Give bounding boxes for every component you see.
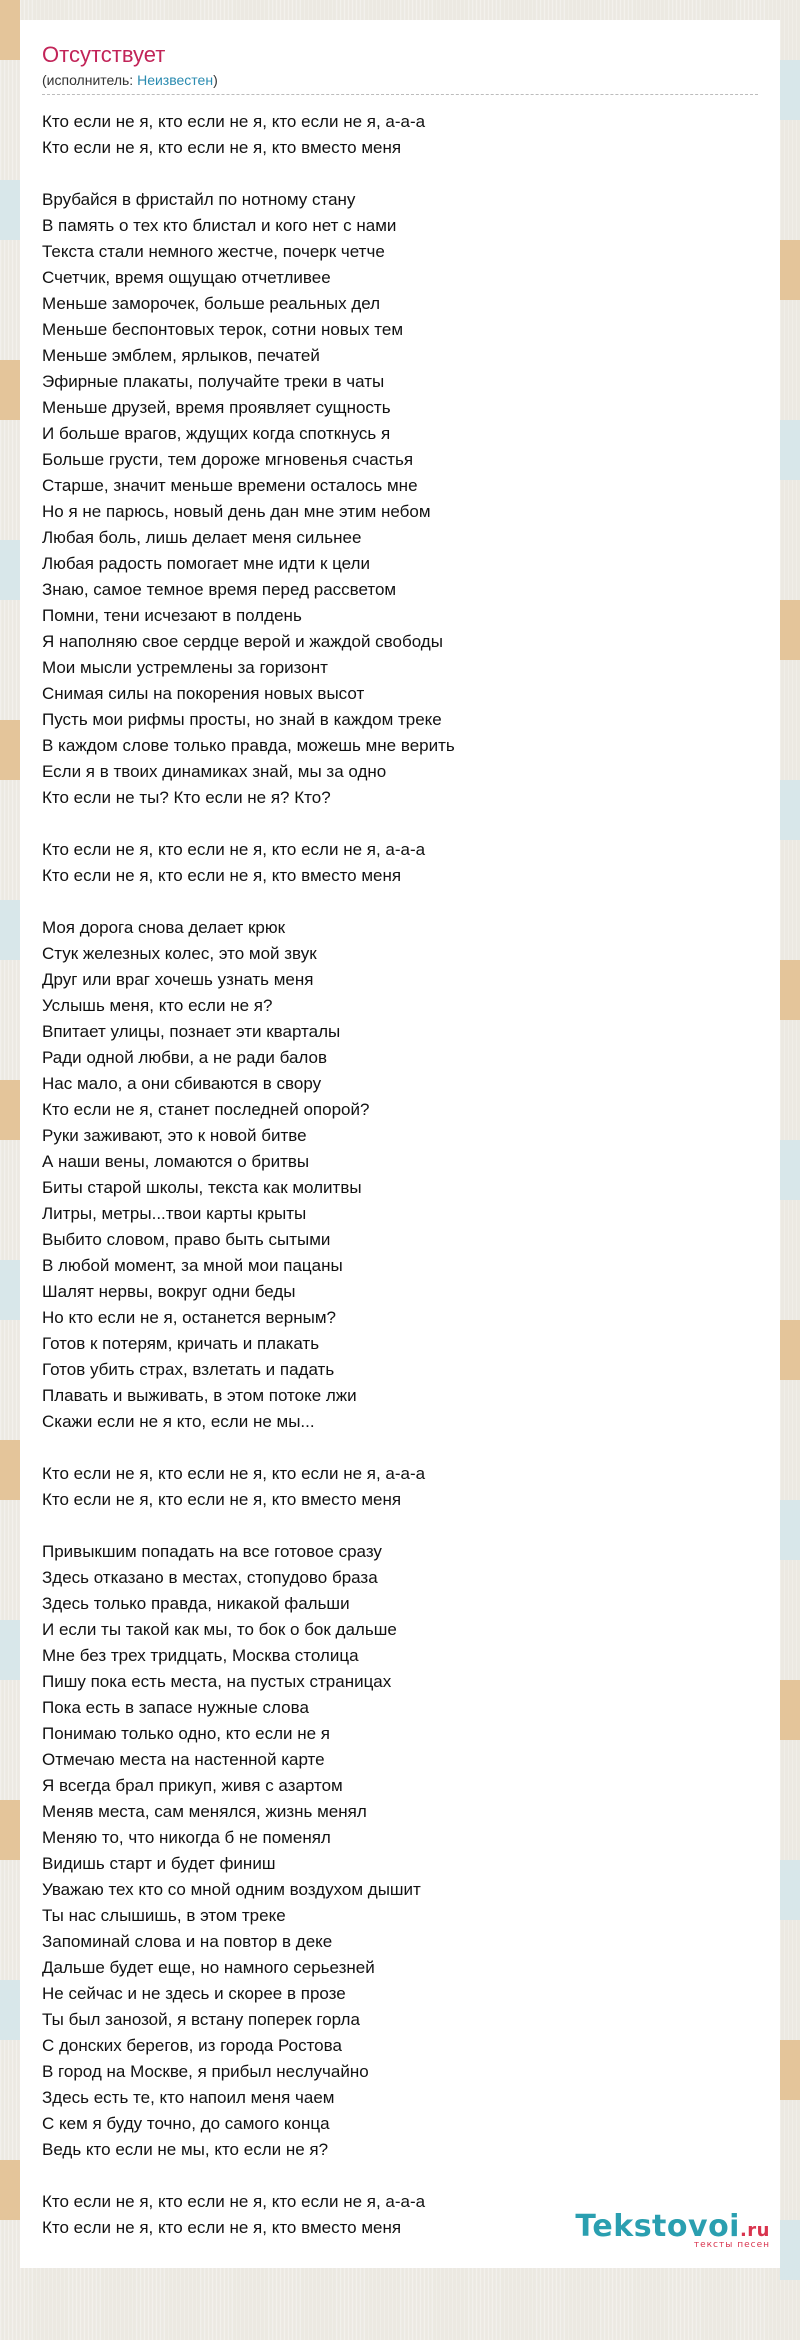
logo-tld: .ru xyxy=(739,2220,770,2241)
artist-prefix: (исполнитель: xyxy=(42,72,138,88)
strip-band xyxy=(0,2100,20,2160)
strip-band xyxy=(780,2100,800,2160)
strip-band xyxy=(780,1140,800,1200)
strip-band xyxy=(780,960,800,1020)
strip-band xyxy=(0,1080,20,1140)
lyric-line: Дальше будет еще, но намного серьезней xyxy=(42,1958,375,1977)
lyric-line: Руки заживают, это к новой битве xyxy=(42,1126,307,1145)
strip-band xyxy=(780,480,800,540)
lyric-line: С донских берегов, из города Ростова xyxy=(42,2036,342,2055)
strip-band xyxy=(0,2160,20,2220)
lyric-line: Мне без трех тридцать, Москва столица xyxy=(42,1646,359,1665)
lyrics-stanza xyxy=(42,1461,758,1513)
strip-band xyxy=(0,720,20,780)
logo-tagline: тексты песен xyxy=(693,2240,770,2250)
left-decorative-strip xyxy=(0,0,20,2288)
strip-band xyxy=(0,600,20,660)
strip-band xyxy=(0,1500,20,1560)
lyric-line: Здесь только правда, никакой фальши xyxy=(42,1594,350,1613)
strip-band xyxy=(0,300,20,360)
lyric-line: Пусть мои рифмы просты, но знай в каждом треке xyxy=(42,710,442,729)
lyrics-stanza xyxy=(42,837,758,889)
artist-line xyxy=(42,72,758,95)
lyric-line: Кто если не я, кто если не я, кто если не я, а-а-а xyxy=(42,112,426,131)
lyric-line: Помни, тени исчезают в полдень xyxy=(42,606,302,625)
lyric-line: Врубайся в фристайл по нотному стану xyxy=(42,190,356,209)
strip-band xyxy=(780,120,800,180)
strip-band xyxy=(0,1980,20,2040)
lyrics-stanza xyxy=(42,915,758,1435)
right-decorative-strip xyxy=(780,0,800,2288)
lyric-line: Меньше эмблем, ярлыков, печатей xyxy=(42,346,320,365)
strip-band xyxy=(0,120,20,180)
artist-suffix: ) xyxy=(213,72,218,88)
strip-band xyxy=(780,180,800,240)
lyric-line: Счетчик, время ощущаю отчетливее xyxy=(42,268,331,287)
strip-band xyxy=(780,1440,800,1500)
strip-band xyxy=(0,900,20,960)
lyric-line: Видишь старт и будет финиш xyxy=(42,1854,276,1873)
lyric-line: В город на Москве, я прибыл неслучайно xyxy=(42,2062,369,2081)
lyrics-card xyxy=(20,20,780,2268)
strip-band xyxy=(780,1260,800,1320)
strip-band xyxy=(0,420,20,480)
strip-band xyxy=(0,1200,20,1260)
strip-band xyxy=(780,1200,800,1260)
lyric-line: Друг или враг хочешь узнать меня xyxy=(42,970,314,989)
site-logo[interactable] xyxy=(575,2209,770,2250)
lyric-line: Ты нас слышишь, в этом треке xyxy=(42,1906,286,1925)
artist-link[interactable]: Неизвестен xyxy=(137,72,214,88)
strip-band xyxy=(780,1680,800,1740)
logo-name: Tekstovoi xyxy=(575,2209,740,2244)
strip-band xyxy=(780,1020,800,1080)
lyric-line: Если я в твоих динамиках знай, мы за одно xyxy=(42,762,387,781)
lyric-line: Кто если не я, станет последней опорой? xyxy=(42,1100,370,1119)
strip-band xyxy=(0,1920,20,1980)
strip-band xyxy=(0,840,20,900)
logo-wordmark xyxy=(575,2209,770,2244)
strip-band xyxy=(780,840,800,900)
strip-band xyxy=(780,1740,800,1800)
strip-band xyxy=(0,540,20,600)
lyric-line: Впитает улицы, познает эти кварталы xyxy=(42,1022,341,1041)
strip-band xyxy=(780,1620,800,1680)
lyric-line: Знаю, самое темное время перед рассветом xyxy=(42,580,397,599)
strip-band xyxy=(780,900,800,960)
lyric-line: Больше грусти, тем дороже мгновенья счастья xyxy=(42,450,414,469)
lyric-line: Плавать и выживать, в этом потоке лжи xyxy=(42,1386,357,1405)
strip-band xyxy=(780,60,800,120)
strip-band xyxy=(780,1500,800,1560)
lyric-line: Нас мало, а они сбиваются в свору xyxy=(42,1074,322,1093)
lyric-line: Меняю то, что никогда б не поменял xyxy=(42,1828,331,1847)
strip-band xyxy=(780,240,800,300)
lyric-line: Любая боль, лишь делает меня сильнее xyxy=(42,528,362,547)
strip-band xyxy=(780,2040,800,2100)
lyrics-stanza xyxy=(42,109,758,161)
lyric-line: Биты старой школы, текста как молитвы xyxy=(42,1178,362,1197)
strip-band xyxy=(0,1380,20,1440)
lyric-line: Готов к потерям, кричать и плакать xyxy=(42,1334,320,1353)
lyric-line: Эфирные плакаты, получайте треки в чаты xyxy=(42,372,385,391)
lyric-line: Кто если не я, кто если не я, кто вместо меня xyxy=(42,1490,402,1509)
strip-band xyxy=(780,1980,800,2040)
strip-band xyxy=(0,2280,20,2340)
lyric-line: Понимаю только одно, кто если не я xyxy=(42,1724,330,1743)
lyric-line: Текста стали немного жестче, почерк четче xyxy=(42,242,385,261)
lyric-line: Ведь кто если не мы, кто если не я? xyxy=(42,2140,329,2159)
lyric-line: Кто если не я, кто если не я, кто вместо меня xyxy=(42,138,402,157)
song-title: Отсутствует xyxy=(42,42,166,67)
strip-band xyxy=(0,2220,20,2280)
strip-band xyxy=(0,1560,20,1620)
strip-band xyxy=(780,2160,800,2220)
strip-band xyxy=(780,540,800,600)
strip-band xyxy=(0,1320,20,1380)
strip-band xyxy=(0,660,20,720)
strip-band xyxy=(0,1140,20,1200)
lyric-line: Кто если не я, кто если не я, кто если не я, а-а-а xyxy=(42,1464,426,1483)
lyric-line: Я всегда брал прикуп, живя с азартом xyxy=(42,1776,343,1795)
strip-band xyxy=(0,2040,20,2100)
lyric-line: Стук железных колес, это мой звук xyxy=(42,944,317,963)
lyric-line: Ради одной любви, а не ради балов xyxy=(42,1048,327,1067)
lyric-line: Старше, значит меньше времени осталось мне xyxy=(42,476,418,495)
strip-band xyxy=(780,420,800,480)
strip-band xyxy=(780,1080,800,1140)
lyric-line: А наши вены, ломаются о бритвы xyxy=(42,1152,310,1171)
lyric-line: И больше врагов, ждущих когда споткнусь я xyxy=(42,424,391,443)
strip-band xyxy=(0,1860,20,1920)
lyric-line: Выбито словом, право быть сытыми xyxy=(42,1230,331,1249)
lyric-line: Готов убить страх, взлетать и падать xyxy=(42,1360,335,1379)
lyric-line: Я наполняю свое сердце верой и жаждой свободы xyxy=(42,632,443,651)
lyric-line: Меньше друзей, время проявляет сущность xyxy=(42,398,391,417)
strip-band xyxy=(780,1560,800,1620)
lyric-line: И если ты такой как мы, то бок о бок дальше xyxy=(42,1620,397,1639)
strip-band xyxy=(0,180,20,240)
strip-band xyxy=(780,780,800,840)
lyric-line: Мои мысли устремлены за горизонт xyxy=(42,658,328,677)
strip-band xyxy=(780,720,800,780)
strip-band xyxy=(0,1620,20,1680)
strip-band xyxy=(780,600,800,660)
lyric-line: Кто если не я, кто если не я, кто если не я, а-а-а xyxy=(42,840,426,859)
lyrics-stanza xyxy=(42,187,758,811)
strip-band xyxy=(0,0,20,60)
strip-band xyxy=(0,1740,20,1800)
lyric-line: Скажи если не я кто, если не мы... xyxy=(42,1412,315,1431)
lyrics-stanza xyxy=(42,1539,758,2163)
lyric-line: Шалят нервы, вокруг одни беды xyxy=(42,1282,296,1301)
lyric-line: В любой момент, за мной мои пацаны xyxy=(42,1256,343,1275)
strip-band xyxy=(780,2220,800,2280)
strip-band xyxy=(0,960,20,1020)
strip-band xyxy=(780,1380,800,1440)
strip-band xyxy=(780,300,800,360)
lyric-line: Меньше заморочек, больше реальных дел xyxy=(42,294,381,313)
lyric-line: Кто если не ты? Кто если не я? Кто? xyxy=(42,788,331,807)
lyric-line: Любая радость помогает мне идти к цели xyxy=(42,554,370,573)
strip-band xyxy=(0,360,20,420)
lyric-line: Услышь меня, кто если не я? xyxy=(42,996,273,1015)
lyric-line: Здесь есть те, кто напоил меня чаем xyxy=(42,2088,335,2107)
lyric-line: Привыкшим попадать на все готовое сразу xyxy=(42,1542,382,1561)
strip-band xyxy=(0,480,20,540)
strip-band xyxy=(780,1320,800,1380)
strip-band xyxy=(0,1680,20,1740)
strip-band xyxy=(780,1860,800,1920)
strip-band xyxy=(0,780,20,840)
strip-band xyxy=(780,1920,800,1980)
lyric-line: Моя дорога снова делает крюк xyxy=(42,918,286,937)
lyric-line: Меняв места, сам менялся, жизнь менял xyxy=(42,1802,367,1821)
strip-band xyxy=(0,1800,20,1860)
strip-band xyxy=(0,240,20,300)
lyric-line: Пишу пока есть места, на пустых страницах xyxy=(42,1672,392,1691)
lyric-line: Кто если не я, кто если не я, кто вместо меня xyxy=(42,2218,402,2237)
lyric-line: В память о тех кто блистал и кого нет с нами xyxy=(42,216,397,235)
lyric-line: Литры, метры...твои карты крыты xyxy=(42,1204,307,1223)
strip-band xyxy=(780,660,800,720)
strip-band xyxy=(0,1440,20,1500)
strip-band xyxy=(780,1800,800,1860)
lyric-line: Пока есть в запасе нужные слова xyxy=(42,1698,309,1717)
lyric-line: Не сейчас и не здесь и скорее в прозе xyxy=(42,1984,346,2003)
lyrics-body xyxy=(42,109,758,2241)
strip-band xyxy=(0,1260,20,1320)
lyric-line: Уважаю тех кто со мной одним воздухом дышит xyxy=(42,1880,421,1899)
lyric-line: С кем я буду точно, до самого конца xyxy=(42,2114,330,2133)
strip-band xyxy=(0,60,20,120)
lyric-line: Отмечаю места на настенной карте xyxy=(42,1750,325,1769)
strip-band xyxy=(780,2280,800,2340)
lyric-line: Но я не парюсь, новый день дан мне этим небом xyxy=(42,502,431,521)
lyric-line: Но кто если не я, останется верным? xyxy=(42,1308,336,1327)
lyric-line: Снимая силы на покорения новых высот xyxy=(42,684,365,703)
strip-band xyxy=(0,1020,20,1080)
lyric-line: Меньше беспонтовых терок, сотни новых тем xyxy=(42,320,404,339)
lyric-line: Здесь отказано в местах, стопудово браза xyxy=(42,1568,378,1587)
lyric-line: Ты был занозой, я встану поперек горла xyxy=(42,2010,360,2029)
lyric-line: Кто если не я, кто если не я, кто если не я, а-а-а xyxy=(42,2192,426,2211)
lyric-line: В каждом слове только правда, можешь мне верить xyxy=(42,736,455,755)
strip-band xyxy=(780,360,800,420)
lyric-line: Запоминай слова и на повтор в деке xyxy=(42,1932,333,1951)
lyric-line: Кто если не я, кто если не я, кто вместо меня xyxy=(42,866,402,885)
strip-band xyxy=(780,0,800,60)
